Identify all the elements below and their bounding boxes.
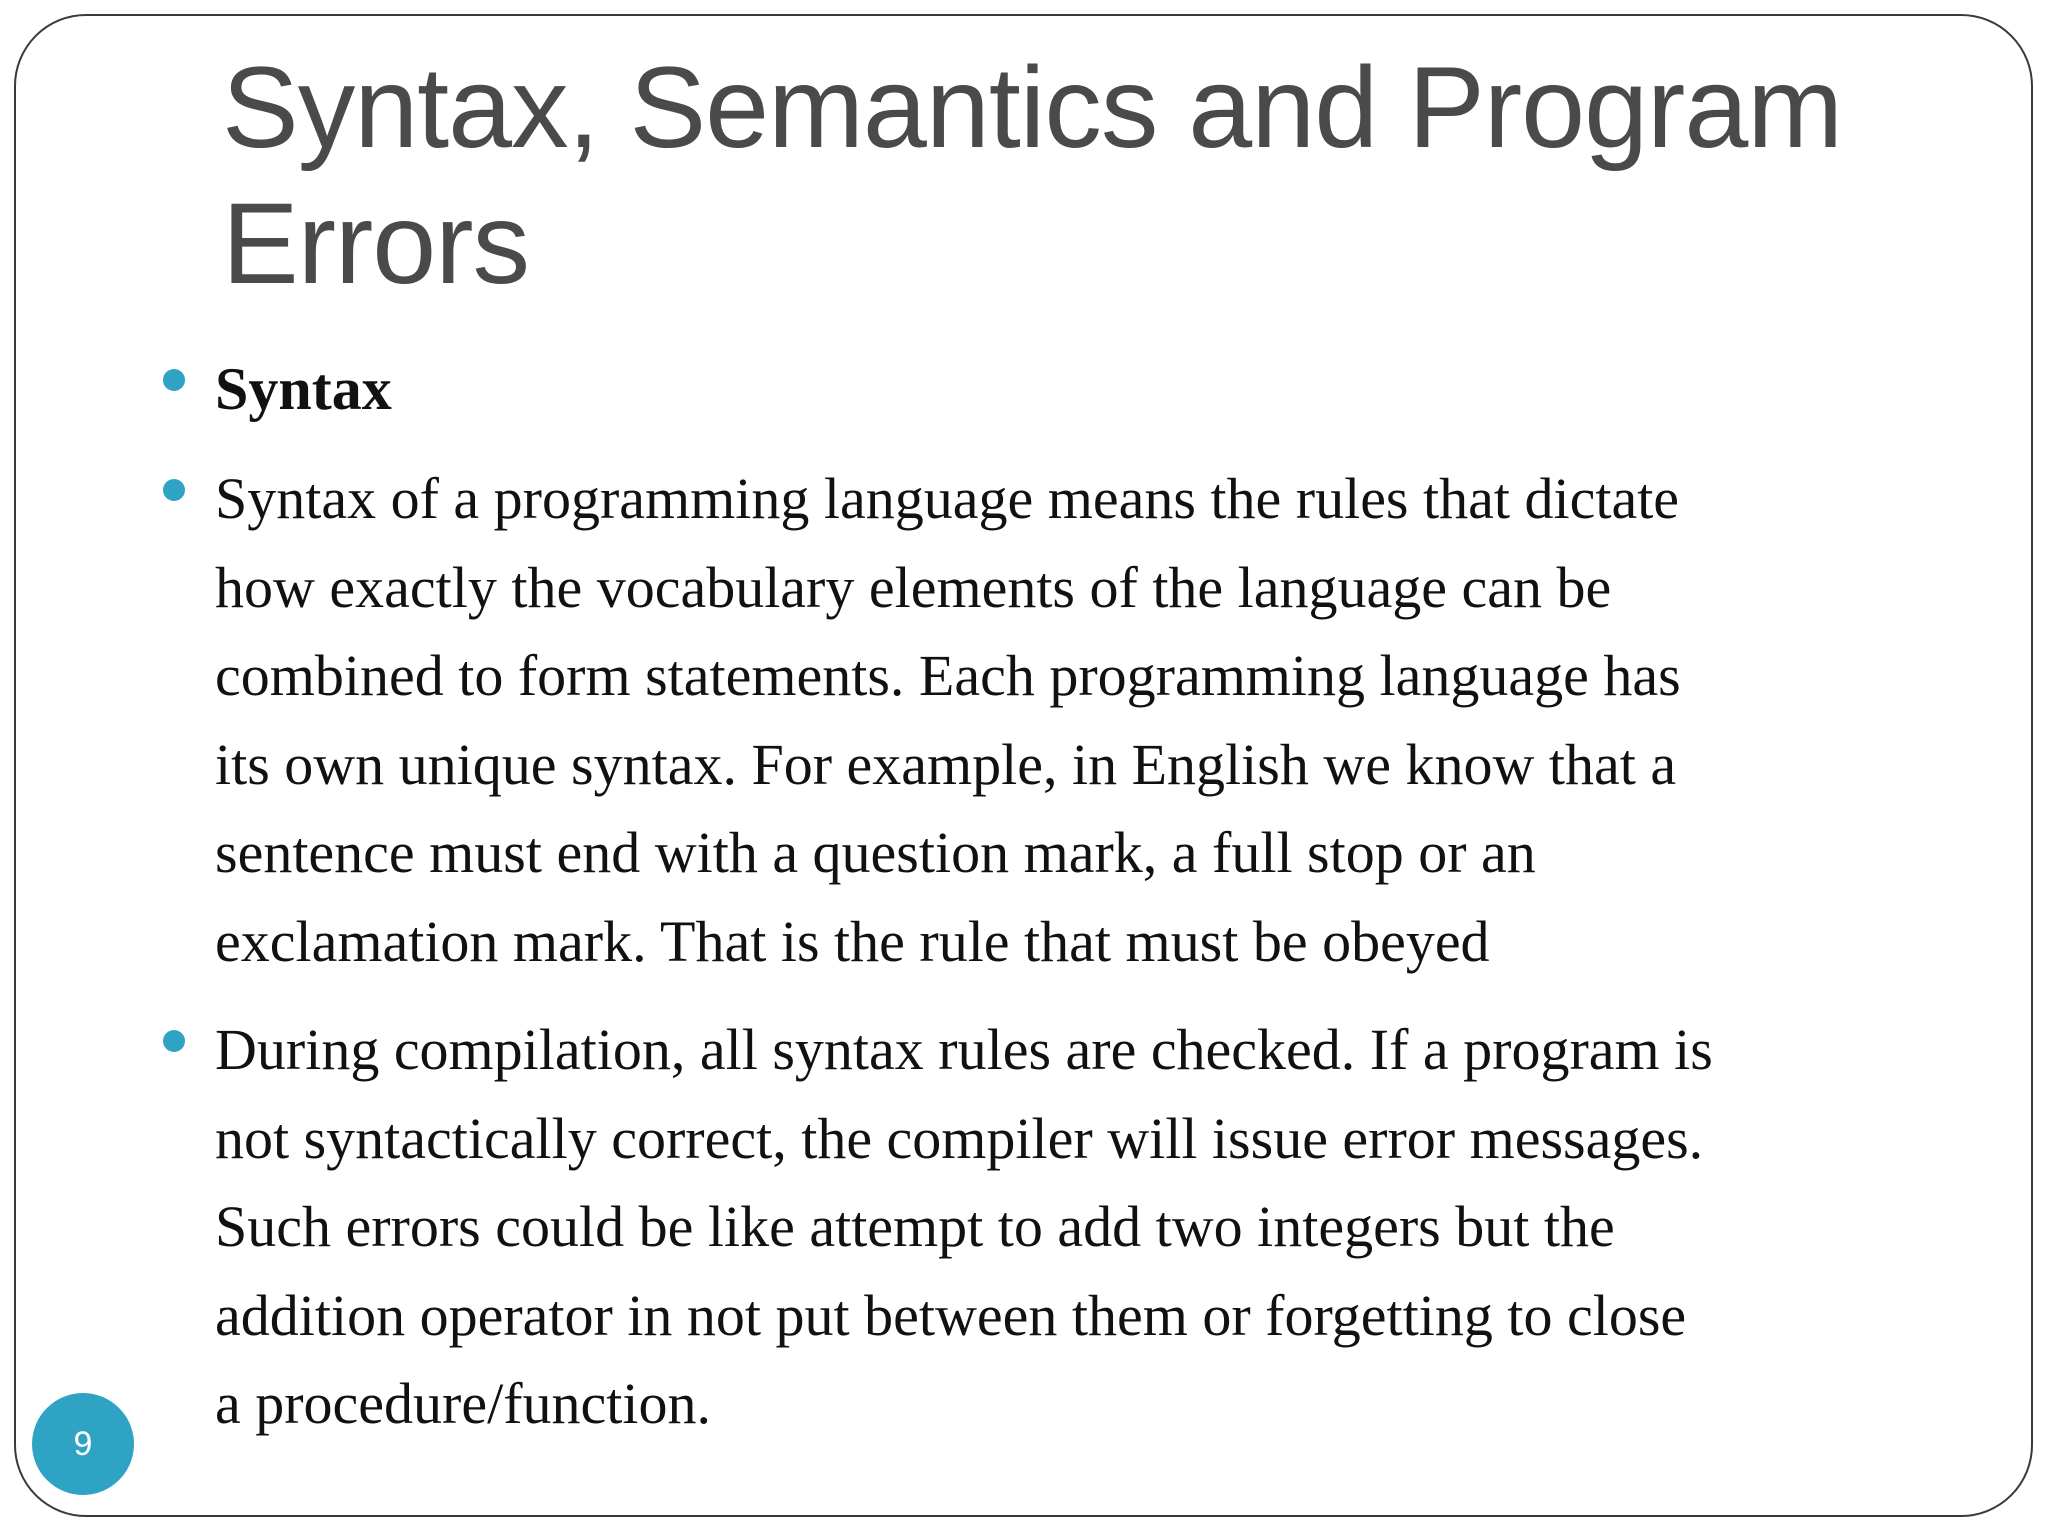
slide-title [222, 40, 1922, 312]
paragraph-line: During compilation, all syntax rules are checked. If a program is [215, 1017, 1713, 1082]
paragraph-line: exclamation mark. That is the rule that must be obeyed [215, 908, 1490, 974]
paragraph-line: Such errors could be like attempt to add two integers but the [215, 1194, 1615, 1259]
slide-title-line-2: Errors [222, 180, 530, 308]
paragraph-line: addition operator in not put between them or forgetting to close [215, 1282, 1687, 1348]
bullet-item-syntax-definition [215, 455, 1975, 986]
bullet-dot-icon [163, 369, 185, 391]
bullet-list [215, 345, 1975, 1449]
bullet-dot-icon [163, 479, 185, 501]
bullet-dot-icon [163, 1030, 185, 1052]
bullet-paragraph [215, 455, 1975, 986]
bullet-item-compilation [215, 1006, 1975, 1449]
page-number-badge: 9 [32, 1393, 134, 1495]
paragraph-line: how exactly the vocabulary elements of the language can be [215, 554, 1612, 620]
bullet-heading: Syntax [215, 356, 392, 422]
bullet-item-syntax-heading [215, 345, 1975, 445]
paragraph-line: not syntactically correct, the compiler will issue error messages. [215, 1105, 1704, 1171]
paragraph-line: its own unique syntax. For example, in English we know that a [215, 731, 1677, 797]
paragraph-line: a procedure/function. [215, 1371, 712, 1436]
bullet-paragraph [215, 1006, 1975, 1449]
slide-title-line-1: Syntax, Semantics and Program [222, 44, 1843, 172]
paragraph-line: Syntax of a programming language means the rules that dictate [215, 466, 1680, 531]
paragraph-line: combined to form statements. Each programming language has [215, 643, 1681, 708]
paragraph-line: sentence must end with a question mark, a full stop or an [215, 820, 1536, 885]
